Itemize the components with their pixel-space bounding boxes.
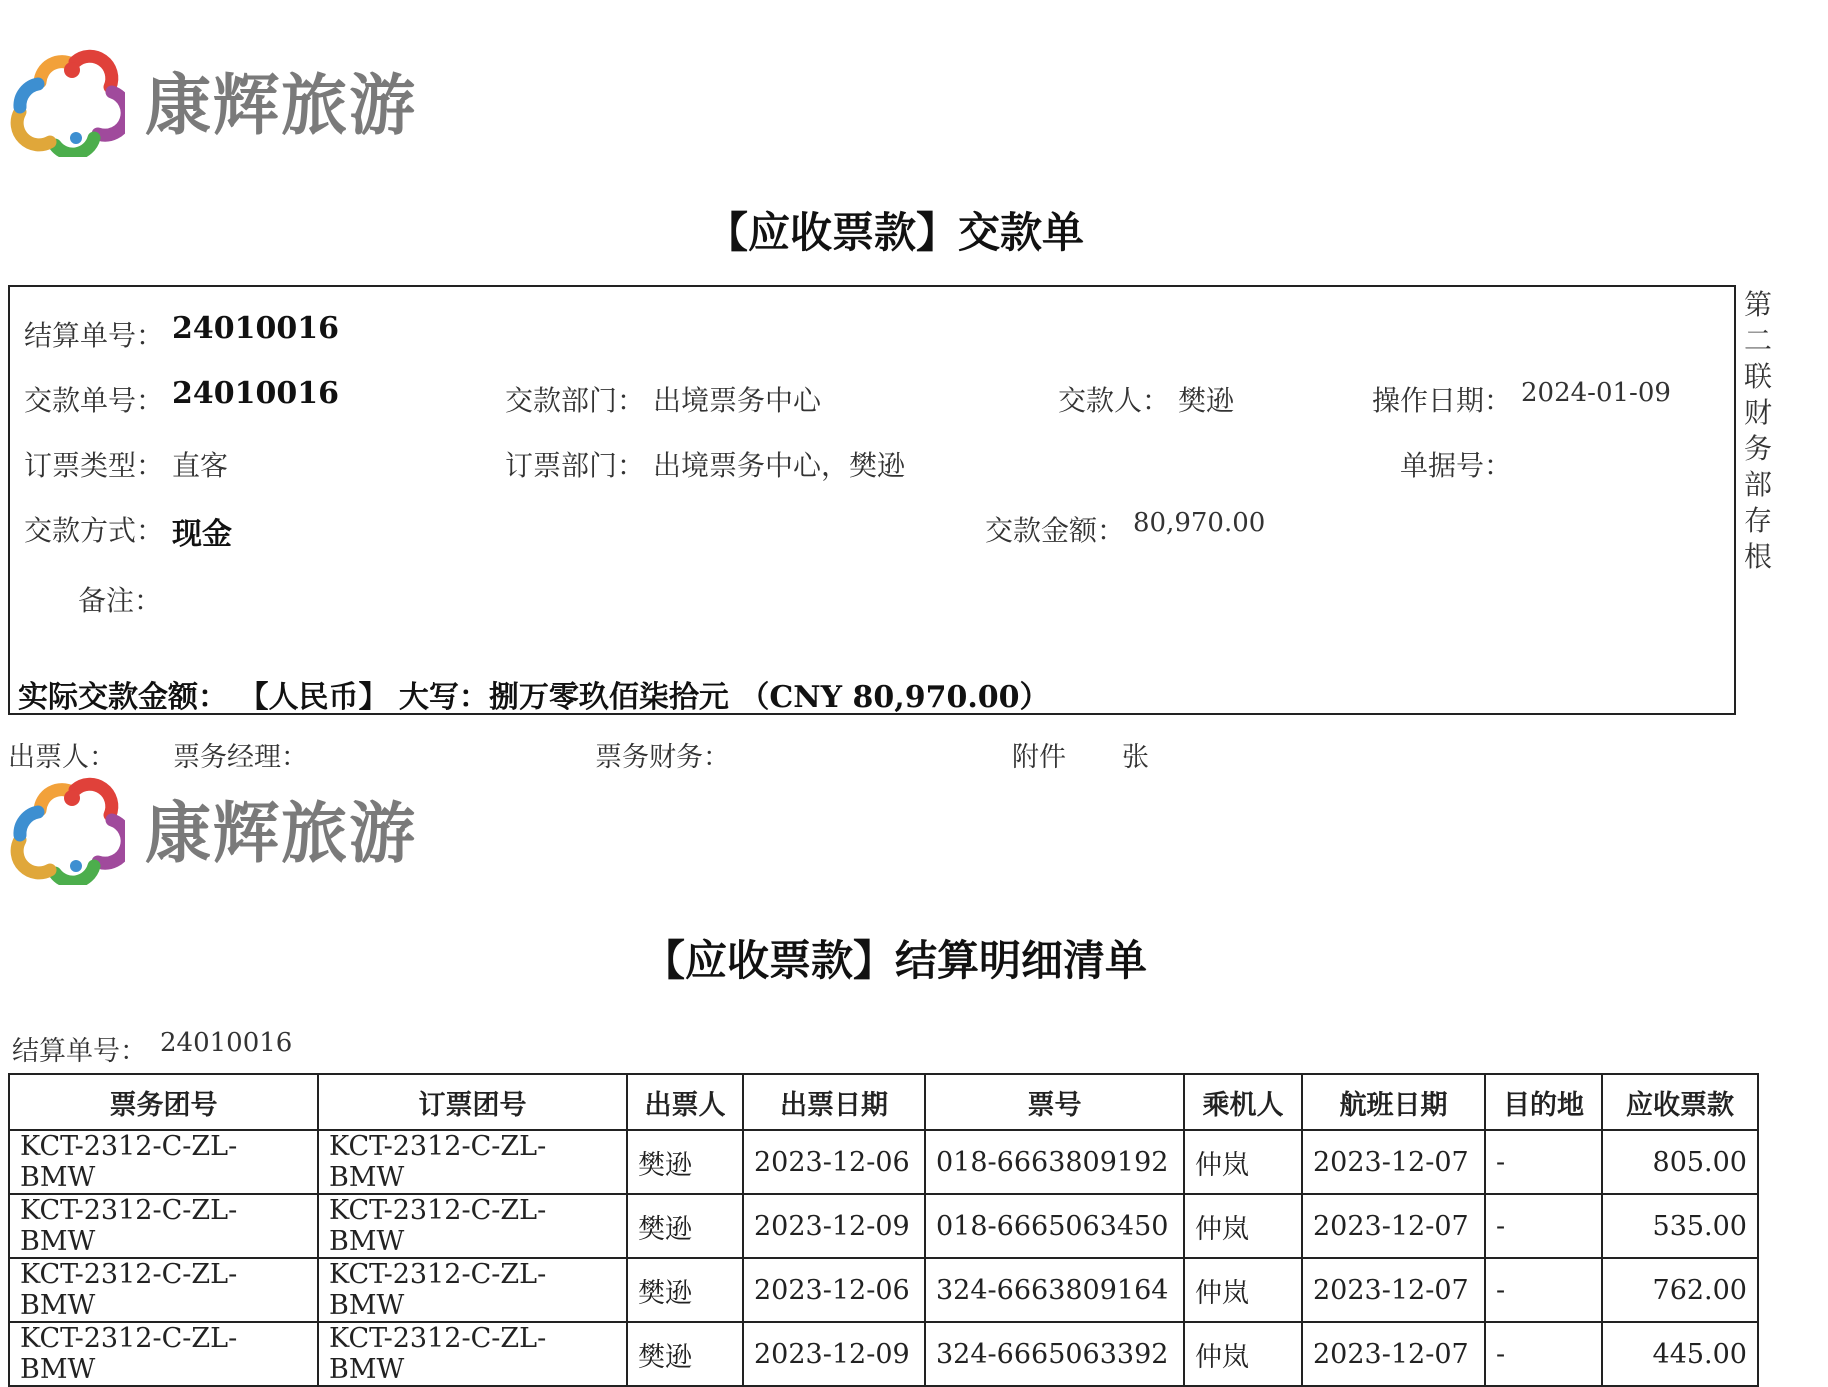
column-header: 应收票款: [1602, 1074, 1758, 1130]
table-cell: 805.00: [1602, 1130, 1758, 1194]
flower-logo-icon: [10, 770, 125, 885]
table-cell: 樊逊: [627, 1258, 743, 1322]
table-cell: 2023-12-07: [1302, 1258, 1485, 1322]
remark-label: 备注：: [78, 584, 163, 617]
table-cell: KCT-2312-C-ZL-BMW: [318, 1258, 627, 1322]
table-cell: -: [1485, 1130, 1602, 1194]
actual-currency: 【人民币】: [238, 680, 389, 715]
table-cell: 仲岚: [1184, 1130, 1302, 1194]
table-cell: 2023-12-09: [743, 1322, 925, 1386]
doc-no-label: 单据号：: [1400, 449, 1513, 482]
detail-settle-no-value: 24010016: [160, 1028, 293, 1058]
issuer-label: 出票人：: [8, 742, 116, 773]
table-cell: 2023-12-06: [743, 1130, 925, 1194]
column-header: 订票团号: [318, 1074, 627, 1130]
stub-label: 第二联财务部存根: [1744, 288, 1773, 573]
table-row: [9, 1322, 1758, 1386]
table-cell: 樊逊: [627, 1130, 743, 1194]
table-cell: 2023-12-07: [1302, 1194, 1485, 1258]
actual-upper: 捌万零玖佰柒拾元: [488, 680, 729, 715]
column-header: 乘机人: [1184, 1074, 1302, 1130]
table-cell: 2023-12-06: [743, 1258, 925, 1322]
column-header: 出票人: [627, 1074, 743, 1130]
table-cell: 2023-12-07: [1302, 1130, 1485, 1194]
op-date-label: 操作日期：: [1372, 384, 1513, 417]
amount-label: 交款金额：: [985, 514, 1126, 547]
column-header: 出票日期: [743, 1074, 925, 1130]
actual-label: 实际交款金额：: [18, 680, 228, 715]
table-cell: -: [1485, 1194, 1602, 1258]
table-cell: 樊逊: [627, 1322, 743, 1386]
actual-amount-line: [18, 672, 1050, 716]
table-cell: 762.00: [1602, 1258, 1758, 1322]
pay-method-label: 交款方式：: [24, 514, 165, 547]
payer-value: 樊逊: [1178, 384, 1235, 417]
logo-text: 康辉旅游: [145, 67, 417, 144]
table-cell: KCT-2312-C-ZL-BMW: [318, 1194, 627, 1258]
manager-label: 票务经理：: [173, 742, 308, 773]
company-logo-2: [10, 770, 430, 880]
table-cell: KCT-2312-C-ZL-BMW: [9, 1258, 318, 1322]
settlement-detail-table: [8, 1073, 1759, 1387]
finance-label: 票务财务：: [595, 742, 730, 773]
table-cell: 324-6665063392: [925, 1322, 1184, 1386]
table-cell: 018-6665063450: [925, 1194, 1184, 1258]
pay-dept-label: 交款部门：: [505, 384, 646, 417]
stub-text: [1738, 287, 1778, 575]
table-cell: KCT-2312-C-ZL-BMW: [318, 1130, 627, 1194]
attachment-label: 附件: [1012, 742, 1066, 773]
pay-no-label: 交款单号：: [24, 384, 165, 417]
receipt-title: 【应收票款】交款单: [705, 208, 1084, 257]
table-cell: 324-6663809164: [925, 1258, 1184, 1322]
table-cell: 445.00: [1602, 1322, 1758, 1386]
table-cell: 樊逊: [627, 1194, 743, 1258]
flower-logo-icon: [10, 42, 125, 157]
column-header: 票务团号: [9, 1074, 318, 1130]
table-cell: -: [1485, 1258, 1602, 1322]
ticket-type-label: 订票类型：: [24, 449, 165, 482]
attachment-unit: 张: [1122, 742, 1149, 773]
table-header-row: [9, 1074, 1758, 1130]
table-cell: 仲岚: [1184, 1322, 1302, 1386]
amount-value: 80,970.00: [1133, 508, 1266, 538]
actual-upper-label: 大写：: [398, 680, 489, 715]
table-cell: 018-6663809192: [925, 1130, 1184, 1194]
pay-dept-value: 出境票务中心: [653, 384, 822, 417]
actual-cny: （CNY 80,970.00）: [739, 680, 1050, 715]
op-date-value: 2024-01-09: [1521, 378, 1671, 408]
table-cell: 仲岚: [1184, 1258, 1302, 1322]
table-row: [9, 1130, 1758, 1194]
table-cell: KCT-2312-C-ZL-BMW: [9, 1322, 318, 1386]
table-row: [9, 1258, 1758, 1322]
table-cell: 535.00: [1602, 1194, 1758, 1258]
pay-no-value: 24010016: [172, 376, 339, 411]
table-cell: KCT-2312-C-ZL-BMW: [9, 1130, 318, 1194]
table-cell: KCT-2312-C-ZL-BMW: [9, 1194, 318, 1258]
detail-settle-no-label: 结算单号：: [12, 1036, 147, 1067]
ticket-type-value: 直客: [172, 449, 229, 482]
pay-method-value: 现金: [172, 517, 232, 552]
column-header: 航班日期: [1302, 1074, 1485, 1130]
table-cell: 2023-12-09: [743, 1194, 925, 1258]
detail-title: 【应收票款】结算明细清单: [642, 936, 1147, 985]
table-cell: 仲岚: [1184, 1194, 1302, 1258]
book-dept-label: 订票部门：: [505, 449, 646, 482]
table-cell: -: [1485, 1322, 1602, 1386]
logo-text: 康辉旅游: [145, 795, 417, 872]
book-dept-value: 出境票务中心，樊逊: [653, 449, 906, 482]
settle-no-label: 结算单号：: [24, 319, 165, 352]
payer-label: 交款人：: [1058, 384, 1171, 417]
column-header: 票号: [925, 1074, 1184, 1130]
company-logo: [10, 42, 430, 152]
column-header: 目的地: [1485, 1074, 1602, 1130]
settle-no-value: 24010016: [172, 311, 339, 346]
receipt-box: [8, 285, 1736, 715]
table-row: [9, 1194, 1758, 1258]
table-cell: 2023-12-07: [1302, 1322, 1485, 1386]
table-cell: KCT-2312-C-ZL-BMW: [318, 1322, 627, 1386]
